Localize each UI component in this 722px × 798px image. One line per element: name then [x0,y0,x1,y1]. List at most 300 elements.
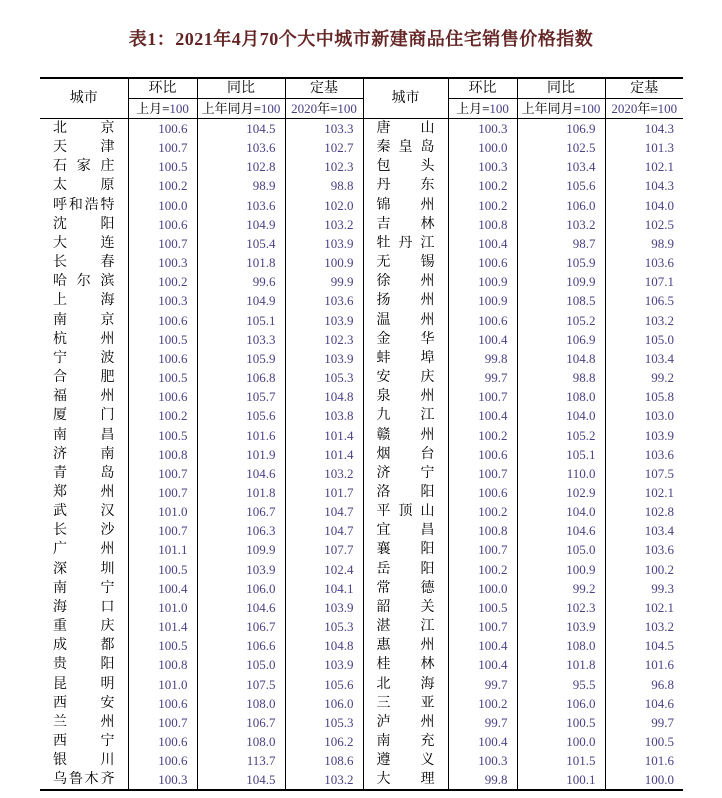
base-label-number: 100 [260,101,281,116]
value-cell: 103.6 [605,540,683,559]
value-cell: 113.7 [197,751,285,770]
value-cell: 101.6 [605,751,683,770]
value-cell: 105.6 [285,675,363,694]
city-cell: 沈阳 [53,216,115,232]
city-cell: 赣州 [363,426,448,445]
value-cell: 100.0 [517,732,605,751]
value-cell: 100.5 [128,560,197,579]
value-cell: 100.4 [448,234,517,253]
city-cell: 温州 [363,311,448,330]
city-cell: 秦皇岛 [363,138,448,157]
city-cell: 乌鲁木齐 [53,772,115,788]
value-cell: 101.5 [517,751,605,770]
city-cell: 南宁 [53,580,115,596]
value-cell: 100.7 [128,138,197,157]
value-cell: 104.1 [285,579,363,598]
value-cell: 110.0 [517,464,605,483]
value-cell: 100.2 [605,560,683,579]
value-cell: 100.6 [128,694,197,713]
table-row [40,234,683,253]
value-cell: 100.4 [448,636,517,655]
value-cell: 103.0 [605,406,683,425]
table-row [40,617,683,636]
table-row [40,675,683,694]
city-cell: 北海 [363,675,448,694]
value-cell: 104.8 [285,636,363,655]
table-row [40,426,683,445]
city-cell: 泸州 [363,713,448,732]
city-cell: 郑州 [53,484,115,500]
header-fixed-base-left [285,99,363,119]
value-cell: 105.3 [285,368,363,387]
table-row [40,330,683,349]
city-cell: 济宁 [363,464,448,483]
value-cell: 106.5 [605,291,683,310]
city-cell: 平顶山 [363,502,448,521]
value-cell: 103.9 [605,426,683,445]
value-cell: 100.5 [128,426,197,445]
value-cell: 96.8 [605,675,683,694]
value-cell: 102.0 [285,196,363,215]
value-cell: 106.2 [285,732,363,751]
value-cell: 109.9 [197,540,285,559]
value-cell: 103.9 [285,234,363,253]
value-cell: 106.7 [197,713,285,732]
value-cell: 95.5 [517,675,605,694]
base-label-number: 100 [169,101,189,116]
table-row [40,349,683,368]
value-cell: 100.6 [128,751,197,770]
value-cell: 105.1 [517,445,605,464]
value-cell: 106.0 [517,196,605,215]
value-cell: 99.8 [448,349,517,368]
city-cell: 无锡 [363,253,448,272]
value-cell: 104.7 [285,521,363,540]
value-cell: 100.6 [128,732,197,751]
value-cell: 100.8 [448,215,517,234]
value-cell: 106.0 [517,694,605,713]
table-row [40,713,683,732]
base-label-number: 100 [657,101,678,116]
value-cell: 108.0 [517,636,605,655]
value-cell: 102.5 [517,138,605,157]
value-cell: 104.6 [197,598,285,617]
value-cell: 103.2 [285,215,363,234]
city-cell: 南昌 [53,427,115,443]
city-cell: 青岛 [53,465,115,481]
table-row [40,445,683,464]
city-cell: 九江 [363,406,448,425]
value-cell: 101.1 [128,540,197,559]
table-row [40,598,683,617]
city-cell: 福州 [53,389,115,405]
value-cell: 103.9 [285,598,363,617]
value-cell: 100.3 [448,751,517,770]
value-cell: 104.3 [605,119,683,139]
value-cell: 102.1 [605,483,683,502]
value-cell: 103.6 [285,291,363,310]
value-cell: 104.3 [605,176,683,195]
value-cell: 106.8 [197,368,285,387]
value-cell: 106.9 [517,119,605,139]
value-cell: 101.8 [197,253,285,272]
value-cell: 100.9 [285,253,363,272]
value-cell: 104.9 [197,291,285,310]
value-cell: 100.9 [448,291,517,310]
value-cell: 103.2 [285,770,363,790]
value-cell: 100.2 [128,176,197,195]
city-cell: 岳阳 [363,560,448,579]
value-cell: 100.7 [128,713,197,732]
base-label-text: 上年同月= [521,101,581,116]
city-cell: 大理 [363,770,448,790]
table-row [40,119,683,139]
city-cell: 徐州 [363,272,448,291]
city-cell: 兰州 [53,714,115,730]
city-cell: 杭州 [53,331,115,347]
value-cell: 103.6 [605,445,683,464]
value-cell: 100.7 [128,464,197,483]
value-cell: 108.5 [517,291,605,310]
table-row [40,387,683,406]
value-cell: 101.9 [197,445,285,464]
value-cell: 100.2 [448,176,517,195]
value-cell: 100.2 [448,694,517,713]
city-cell: 包头 [363,157,448,176]
value-cell: 107.7 [285,540,363,559]
city-cell: 宜昌 [363,521,448,540]
value-cell: 100.4 [448,406,517,425]
value-cell: 101.7 [285,483,363,502]
value-cell: 100.5 [128,330,197,349]
value-cell: 100.7 [128,234,197,253]
value-cell: 107.1 [605,272,683,291]
header-city-right: 城市 [363,78,448,119]
value-cell: 102.8 [197,157,285,176]
value-cell: 105.3 [285,617,363,636]
value-cell: 104.0 [605,196,683,215]
city-cell: 丹东 [363,176,448,195]
value-cell: 105.7 [197,387,285,406]
value-cell: 98.7 [517,234,605,253]
value-cell: 100.6 [448,445,517,464]
value-cell: 101.8 [517,655,605,674]
value-cell: 104.5 [197,770,285,790]
table-row [40,196,683,215]
value-cell: 101.3 [605,138,683,157]
value-cell: 99.6 [197,272,285,291]
table-row [40,406,683,425]
value-cell: 99.9 [285,272,363,291]
value-cell: 100.5 [128,157,197,176]
value-cell: 100.0 [128,196,197,215]
value-cell: 102.4 [285,560,363,579]
value-cell: 98.9 [605,234,683,253]
table-row [40,732,683,751]
table-row [40,636,683,655]
table-row [40,483,683,502]
value-cell: 101.0 [128,675,197,694]
value-cell: 103.3 [197,330,285,349]
value-cell: 100.3 [128,291,197,310]
base-label-text: 年= [317,101,338,116]
table-row [40,770,683,790]
value-cell: 108.0 [197,732,285,751]
city-cell: 扬州 [363,291,448,310]
header-fixed-right: 定基 [605,78,683,99]
value-cell: 100.6 [128,119,197,139]
value-cell: 103.6 [605,253,683,272]
value-cell: 99.7 [448,713,517,732]
value-cell: 105.2 [517,311,605,330]
value-cell: 107.5 [197,675,285,694]
value-cell: 100.0 [448,579,517,598]
value-cell: 106.0 [285,694,363,713]
city-cell: 南京 [53,312,115,328]
page-title: 表1：2021年4月70个大中城市新建商品住宅销售价格指数 [128,29,594,49]
table-row [40,291,683,310]
value-cell: 99.7 [448,675,517,694]
city-cell: 常德 [363,579,448,598]
value-cell: 101.4 [285,445,363,464]
value-cell: 100.7 [448,617,517,636]
table-row [40,540,683,559]
value-cell: 100.0 [605,770,683,790]
base-label-text: 上月= [136,101,170,116]
value-cell: 102.3 [285,330,363,349]
value-cell: 105.3 [285,713,363,732]
value-cell: 105.9 [197,349,285,368]
value-cell: 104.5 [605,636,683,655]
value-cell: 104.9 [197,215,285,234]
value-cell: 100.6 [128,387,197,406]
value-cell: 101.4 [128,617,197,636]
value-cell: 100.4 [448,330,517,349]
value-cell: 101.0 [128,598,197,617]
table-row [40,253,683,272]
value-cell: 102.1 [605,157,683,176]
table-row [40,751,683,770]
base-label-text: 上月= [456,101,490,116]
city-cell: 济南 [53,446,115,462]
value-cell: 106.7 [197,502,285,521]
city-cell: 哈尔滨 [53,274,115,290]
value-cell: 100.5 [517,713,605,732]
value-cell: 108.0 [517,387,605,406]
value-cell: 103.6 [197,196,285,215]
value-cell: 100.6 [128,215,197,234]
table-row [40,176,683,195]
value-cell: 102.7 [285,138,363,157]
table-row [40,502,683,521]
header-yoy-base-left [197,99,285,119]
value-cell: 107.5 [605,464,683,483]
value-cell: 100.6 [448,311,517,330]
value-cell: 104.6 [605,694,683,713]
table-row [40,694,683,713]
city-cell: 南充 [363,732,448,751]
value-cell: 106.3 [197,521,285,540]
city-cell: 西宁 [53,734,115,749]
value-cell: 109.9 [517,272,605,291]
value-cell: 100.8 [448,521,517,540]
header-row-base [40,99,683,119]
value-cell: 105.6 [517,176,605,195]
value-cell: 100.9 [448,272,517,291]
city-cell: 太原 [53,178,115,194]
header-yoy-left: 同比 [197,78,285,99]
value-cell: 103.2 [605,617,683,636]
city-cell: 成都 [53,638,115,654]
value-cell: 102.1 [605,598,683,617]
value-cell: 100.9 [517,560,605,579]
city-cell: 金华 [363,330,448,349]
value-cell: 104.0 [517,502,605,521]
header-mom-right: 环比 [448,78,517,99]
value-cell: 103.2 [605,311,683,330]
value-cell: 105.2 [517,426,605,445]
city-cell: 呼和浩特 [53,197,115,213]
value-cell: 100.5 [605,732,683,751]
value-cell: 100.4 [448,732,517,751]
city-cell: 泉州 [363,387,448,406]
value-cell: 98.9 [197,176,285,195]
city-cell: 烟台 [363,445,448,464]
base-label-number: 100 [580,101,601,116]
city-cell: 北京 [53,121,115,136]
value-cell: 104.8 [517,349,605,368]
city-cell: 石家庄 [53,159,115,175]
value-cell: 100.2 [448,196,517,215]
value-cell: 100.1 [517,770,605,790]
value-cell: 104.6 [517,521,605,540]
value-cell: 100.5 [448,598,517,617]
city-cell: 长沙 [53,523,115,539]
header-mom-base-left [128,99,197,119]
value-cell: 103.9 [285,349,363,368]
table-body [40,119,683,791]
value-cell: 100.7 [448,540,517,559]
value-cell: 103.4 [517,157,605,176]
value-cell: 102.9 [517,483,605,502]
value-cell: 105.0 [605,330,683,349]
value-cell: 105.8 [605,387,683,406]
header-mom-base-right [448,99,517,119]
value-cell: 99.8 [448,770,517,790]
value-cell: 100.3 [448,119,517,139]
table-row [40,311,683,330]
value-cell: 100.7 [448,464,517,483]
value-cell: 104.6 [197,464,285,483]
base-label-number: 100 [337,101,357,116]
value-cell: 108.0 [197,694,285,713]
value-cell: 100.3 [128,253,197,272]
value-cell: 106.9 [517,330,605,349]
value-cell: 100.6 [448,483,517,502]
table-header [40,78,683,119]
value-cell: 98.8 [285,176,363,195]
value-cell: 105.0 [197,655,285,674]
header-yoy-base-right [517,99,605,119]
value-cell: 100.6 [448,253,517,272]
value-cell: 103.2 [517,215,605,234]
base-label-text: 上年同月= [201,101,261,116]
base-label-text: 年= [637,101,658,116]
city-cell: 西安 [53,695,115,711]
value-cell: 108.6 [285,751,363,770]
table-row [40,215,683,234]
city-cell: 上海 [53,293,115,309]
value-cell: 100.6 [128,349,197,368]
value-cell: 102.5 [605,215,683,234]
value-cell: 100.4 [128,579,197,598]
table-row [40,521,683,540]
city-cell: 宁波 [53,350,115,366]
base-label-number: 2020 [291,101,318,116]
value-cell: 103.8 [285,406,363,425]
city-cell: 遵义 [363,751,448,770]
city-cell: 海口 [53,599,115,615]
value-cell: 101.4 [285,426,363,445]
city-cell: 大连 [53,235,115,251]
header-city-left: 城市 [40,78,128,119]
value-cell: 101.6 [197,426,285,445]
value-cell: 105.4 [197,234,285,253]
header-yoy-right: 同比 [517,78,605,99]
value-cell: 104.5 [197,119,285,139]
city-cell: 惠州 [363,636,448,655]
value-cell: 100.6 [128,311,197,330]
value-cell: 105.1 [197,311,285,330]
city-cell: 广州 [53,542,115,558]
value-cell: 100.5 [128,368,197,387]
city-cell: 吉林 [363,215,448,234]
city-cell: 合肥 [53,370,115,386]
table-row [40,272,683,291]
value-cell: 99.2 [517,579,605,598]
value-cell: 105.0 [517,540,605,559]
value-cell: 100.3 [448,157,517,176]
value-cell: 102.8 [605,502,683,521]
value-cell: 103.9 [285,311,363,330]
city-cell: 武汉 [53,504,115,520]
value-cell: 100.0 [448,138,517,157]
table-row [40,157,683,176]
value-cell: 98.8 [517,368,605,387]
value-cell: 100.7 [448,387,517,406]
value-cell: 103.9 [517,617,605,636]
value-cell: 99.7 [605,713,683,732]
value-cell: 102.3 [285,157,363,176]
city-cell: 洛阳 [363,483,448,502]
city-cell: 银川 [53,753,115,769]
price-index-table [40,77,683,791]
value-cell: 99.7 [448,368,517,387]
value-cell: 100.4 [448,655,517,674]
city-cell: 唐山 [363,119,448,139]
value-cell: 104.7 [285,502,363,521]
city-cell: 厦门 [53,408,115,424]
city-cell: 襄阳 [363,540,448,559]
value-cell: 105.9 [517,253,605,272]
city-cell: 贵阳 [53,657,115,673]
header-fixed-base-right [605,99,683,119]
value-cell: 100.2 [448,560,517,579]
value-cell: 104.0 [517,406,605,425]
value-cell: 100.8 [128,655,197,674]
value-cell: 100.7 [128,483,197,502]
value-cell: 101.0 [128,502,197,521]
